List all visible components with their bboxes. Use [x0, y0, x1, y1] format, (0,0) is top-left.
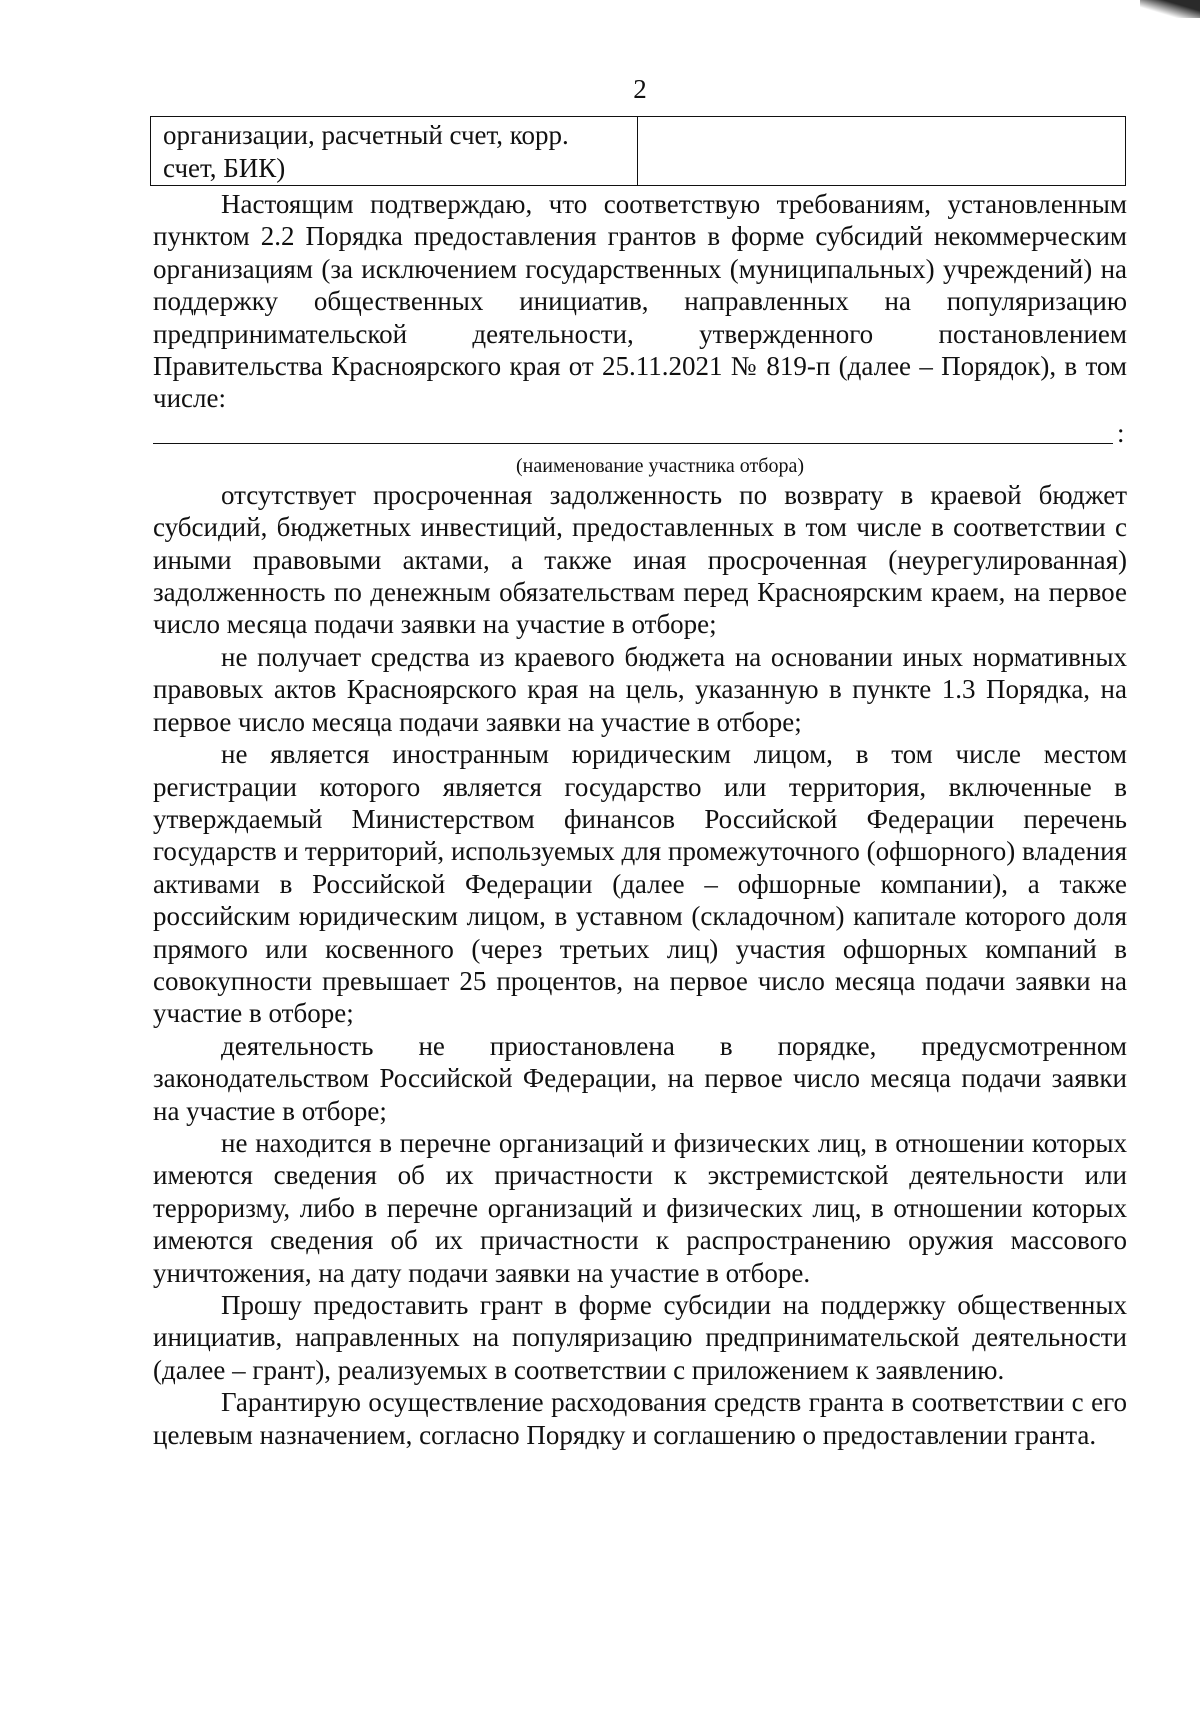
participant-name-field [153, 415, 1127, 455]
participant-name-line [153, 443, 1113, 444]
document-body [153, 188, 1127, 1451]
table-cell-value [638, 117, 1126, 186]
page-number: 2 [633, 74, 647, 104]
table-cell-label: организации, расчетный счет, корр. счет, БИК) [151, 117, 638, 186]
details-table [150, 116, 1126, 186]
guarantee-paragraph: Гарантирую осуществление расходования средств гранта в соответствии с его целевым назначением, согласно Порядку и соглашению о предоставлении гранта. [153, 1387, 1127, 1450]
condition-paragraph: деятельность не приостановлена в порядке, предусмотренном законодательством Российской Федерации, на первое число месяца подачи заявки на участие в отборе; [153, 1030, 1127, 1126]
scan-edge-artifact [1140, 0, 1200, 18]
condition-paragraph: не получает средства из краевого бюджета на основании иных нормативных правовых актов Красноярского края на цель, указанную в пункте 1.3 Порядка, на первое число месяца подачи заявки на участие в отборе; [153, 641, 1127, 737]
intro-paragraph: Настоящим подтверждаю, что соответствую требованиям, установленным пунктом 2.2 Порядка предоставления грантов в форме субсидий некоммерческим организациям (за исключением государственных (муниципальных) учреждений) на поддержку общественных инициатив, направленных на популяризацию предпринимательской деятельности, утвержденного постановлением Правительства Красноярского края от 25.11.2021 № 819-п (далее – Порядок), в том числе: [153, 189, 1127, 414]
participant-name-colon: : [1117, 417, 1125, 448]
participant-name-caption: (наименование участника отбора) [516, 454, 804, 477]
condition-paragraph: не является иностранным юридическим лицом, в том числе местом регистрации которого является государство или территория, включенные в утверждаемый Министерством финансов Российской Федерации перечень государств и территорий, используемых для промежуточного (офшорного) владения активами в Российской Федерации (далее – офшорные компании), а также российским юридическим лицом, в уставном (складочном) капитале которого доля прямого или косвенного (через третьих лиц) участия офшорных компаний в совокупности превышает 25 процентов, на первое число месяца подачи заявки на участие в отборе; [153, 739, 1127, 1029]
condition-paragraph: отсутствует просроченная задолженность по возврату в краевой бюджет субсидий, бюджетных инвестиций, предоставленных в том числе в соответствии с иными правовыми актами, а также иная просроченная (неурегулированная) задолженность по денежным обязательствам перед Красноярским краем, на первое число месяца подачи заявки на участие в отборе; [153, 479, 1127, 640]
condition-paragraph: не находится в перечне организаций и физических лиц, в отношении которых имеются сведения об их причастности к экстремистской деятельности или терроризму, либо в перечне организаций и физических лиц, в отношении которых имеются сведения об их причастности к распространению оружия массового уничтожения, на дату подачи заявки на участие в отборе. [153, 1127, 1127, 1288]
table-row [151, 117, 1126, 186]
request-paragraph: Прошу предоставить грант в форме субсидии на поддержку общественных инициатив, направленных на популяризацию предпринимательской деятельности (далее – грант), реализуемых в соответствии с приложением к заявлению. [153, 1290, 1127, 1385]
